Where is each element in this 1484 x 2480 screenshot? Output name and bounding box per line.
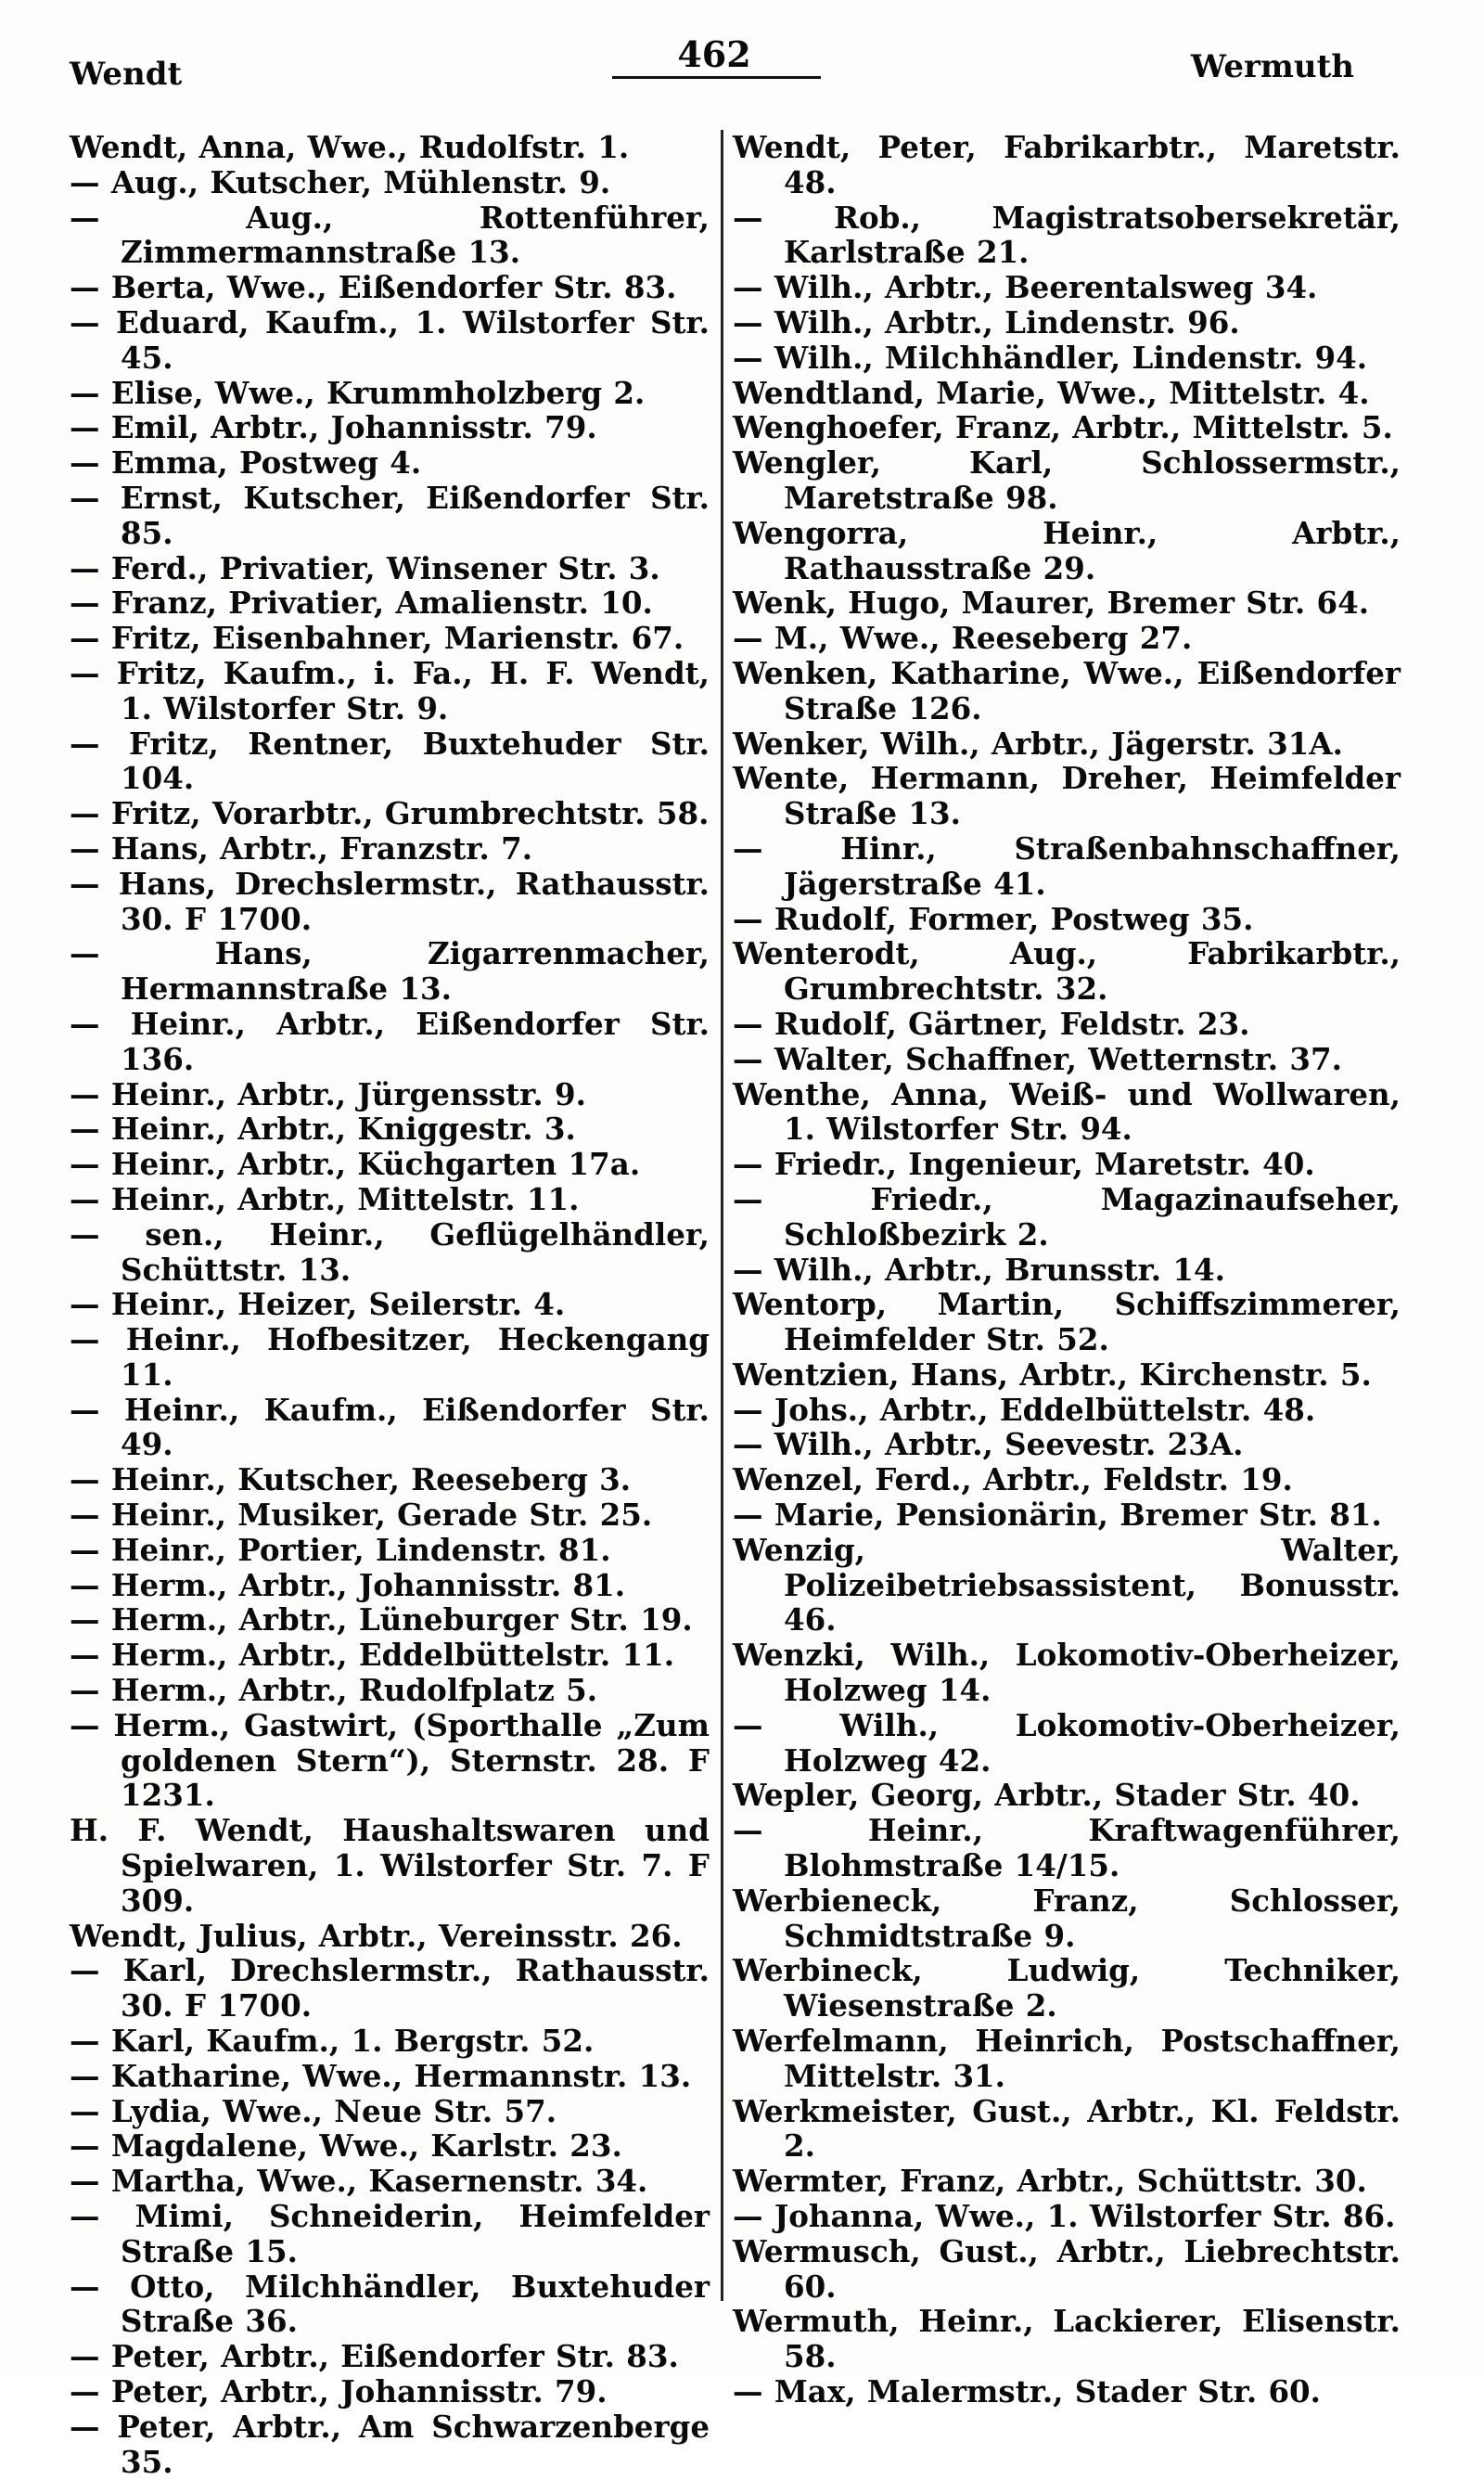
directory-entry: — Heinr., Musiker, Gerade Str. 25. (70, 1497, 653, 1534)
directory-entry: — Magdalene, Wwe., Karlstr. 23. (70, 2127, 622, 2165)
directory-entry: — Katharine, Wwe., Hermannstr. 13. (70, 2057, 692, 2094)
directory-entry: — Aug., Kutscher, Mühlenstr. 9. (70, 163, 611, 200)
column-divider (721, 130, 723, 2301)
directory-entry: Wepler, Georg, Arbtr., Stader Str. 40. (733, 1777, 1361, 1814)
directory-entry: Wente, Hermann, Dreher, Heimfelder Straße 13. (733, 760, 1401, 832)
directory-entry: Wenker, Wilh., Arbtr., Jägerstr. 31A. (733, 725, 1343, 762)
directory-entry: Werfelmann, Heinrich, Postschaffner, Mittelstr. 31. (733, 2023, 1401, 2094)
directory-entry: — Wilh., Arbtr., Brunsstr. 14. (733, 1251, 1225, 1288)
directory-entry: — Heinr., Arbtr., Küchgarten 17a. (70, 1146, 641, 1183)
directory-entry: — Fritz, Rentner, Buxtehuder Str. 104. (70, 725, 710, 797)
directory-entry: — Wilh., Milchhändler, Lindenstr. 94. (733, 339, 1368, 376)
directory-entry: — Rudolf, Former, Postweg 35. (733, 900, 1254, 937)
directory-entry: — Herm., Arbtr., Johannisstr. 81. (70, 1566, 626, 1603)
left-column (70, 129, 710, 2480)
directory-entry: Wentzien, Hans, Arbtr., Kirchenstr. 5. (733, 1356, 1372, 1393)
directory-entry: — Mimi, Schneiderin, Heimfelder Straße 15. (70, 2198, 710, 2269)
directory-entry: Wenthe, Anna, Weiß- und Wollwaren, 1. Wilstorfer Str. 94. (733, 1075, 1401, 1148)
directory-entry: — Hans, Zigarrenmacher, Hermannstraße 13. (70, 935, 710, 1008)
directory-entry: — Rob., Magistratsobersekretär, Karlstraße 21. (733, 199, 1401, 271)
directory-entry: — Friedr., Ingenieur, Maretstr. 40. (733, 1146, 1315, 1183)
directory-entry: Wenk, Hugo, Maurer, Bremer Str. 64. (733, 585, 1370, 622)
directory-entry: — Wilh., Arbtr., Beerentalsweg 34. (733, 269, 1318, 306)
directory-entry: — Heinr., Kraftwagenführer, Blohmstraße 14/15. (733, 1812, 1401, 1884)
directory-entry: — Elise, Wwe., Krummholzberg 2. (70, 374, 646, 411)
directory-entry: — Johanna, Wwe., 1. Wilstorfer Str. 86. (733, 2198, 1396, 2235)
directory-entry: — Peter, Arbtr., Am Schwarzenberge 35. (70, 2408, 710, 2480)
directory-entry: — Fritz, Kaufm., i. Fa., H. F. Wendt, 1. Wilstorfer Str. 9. (70, 654, 710, 726)
directory-entry: — Aug., Rottenführer, Zimmermannstraße 13. (70, 199, 710, 271)
directory-entry: — sen., Heinr., Geflügelhändler, Schüttstr. 13. (70, 1215, 710, 1288)
directory-entry: — Heinr., Arbtr., Mittelstr. 11. (70, 1180, 580, 1217)
directory-entry: — Wilh., Lokomotiv-Oberheizer, Holzweg 42. (733, 1706, 1401, 1779)
directory-entry: Wendt, Peter, Fabrikarbtr., Maretstr. 48. (733, 129, 1401, 200)
directory-entry: — Heinr., Arbtr., Jürgensstr. 9. (70, 1075, 586, 1112)
directory-entry: — Heinr., Arbtr., Eißendorfer Str. 136. (70, 1005, 710, 1077)
directory-entry: — Max, Malermstr., Stader Str. 60. (733, 2373, 1321, 2409)
directory-entry: Wentorp, Martin, Schiffszimmerer, Heimfelder Str. 52. (733, 1286, 1401, 1358)
directory-entry: Wenzki, Wilh., Lokomotiv-Oberheizer, Holzweg 14. (733, 1637, 1401, 1709)
directory-entry: — Wilh., Arbtr., Lindenstr. 96. (733, 303, 1240, 341)
directory-entry: Wenzel, Ferd., Arbtr., Feldstr. 19. (733, 1461, 1293, 1498)
directory-entry: — Peter, Arbtr., Johannisstr. 79. (70, 2373, 608, 2409)
directory-entry: — Otto, Milchhändler, Buxtehuder Straße 36. (70, 2268, 710, 2340)
directory-entry: — Karl, Kaufm., 1. Bergstr. 52. (70, 2023, 595, 2060)
directory-entry: — Herm., Arbtr., Rudolfplatz 5. (70, 1672, 598, 1709)
directory-entry: — Heinr., Portier, Lindenstr. 81. (70, 1531, 611, 1568)
right-column (733, 129, 1401, 2409)
directory-entry: — Rudolf, Gärtner, Feldstr. 23. (733, 1005, 1250, 1042)
directory-entry: — Wilh., Arbtr., Seevestr. 23A. (733, 1426, 1244, 1463)
directory-entry: — Emma, Postweg 4. (70, 444, 422, 482)
directory-entry: Werkmeister, Gust., Arbtr., Kl. Feldstr. 2. (733, 2092, 1401, 2165)
directory-entry: — Karl, Drechslermstr., Rathausstr. 30. F 1700. (70, 1952, 710, 2024)
directory-entry: — Heinr., Arbtr., Kniggestr. 3. (70, 1111, 576, 1148)
directory-entry: — Heinr., Kaufm., Eißendorfer Str. 49. (70, 1391, 710, 1463)
directory-entry: — M., Wwe., Reeseberg 27. (733, 620, 1193, 657)
directory-entry: — Hans, Arbtr., Franzstr. 7. (70, 829, 533, 867)
directory-entry: Wenghoefer, Franz, Arbtr., Mittelstr. 5. (733, 409, 1393, 446)
header-left-keyword: Wendt (70, 56, 183, 93)
directory-entry: — Fritz, Eisenbahner, Marienstr. 67. (70, 620, 684, 657)
directory-entry: — Friedr., Magazinaufseher, Schloßbezirk 2. (733, 1180, 1401, 1253)
directory-entry: Werbineck, Ludwig, Techniker, Wiesenstraße 2. (733, 1952, 1401, 2024)
directory-entry: — Herm., Arbtr., Lüneburger Str. 19. (70, 1601, 693, 1638)
directory-entry: — Walter, Schaffner, Wetternstr. 37. (733, 1040, 1342, 1077)
directory-entry: — Heinr., Kutscher, Reeseberg 3. (70, 1461, 632, 1498)
directory-entry: — Eduard, Kaufm., 1. Wilstorfer Str. 45. (70, 303, 710, 376)
header-rule (612, 76, 821, 79)
directory-entry: Wenterodt, Aug., Fabrikarbtr., Grumbrechtstr. 32. (733, 935, 1401, 1008)
directory-entry: Wengorra, Heinr., Arbtr., Rathausstraße 29. (733, 514, 1401, 586)
page-number: 462 (677, 33, 751, 75)
directory-entry: Wendtland, Marie, Wwe., Mittelstr. 4. (733, 374, 1370, 411)
directory-entry: — Heinr., Hofbesitzer, Heckengang 11. (70, 1321, 710, 1393)
directory-entry: — Franz, Privatier, Amalienstr. 10. (70, 585, 653, 622)
directory-entry: — Heinr., Heizer, Seilerstr. 4. (70, 1286, 566, 1323)
directory-entry: — Fritz, Vorarbtr., Grumbrechtstr. 58. (70, 795, 710, 832)
directory-entry: Wendt, Julius, Arbtr., Vereinsstr. 26. (70, 1917, 683, 1954)
directory-entry: Wenken, Katharine, Wwe., Eißendorfer Straße 126. (733, 654, 1401, 726)
directory-entry: — Lydia, Wwe., Neue Str. 57. (70, 2092, 557, 2129)
directory-entry: — Berta, Wwe., Eißendorfer Str. 83. (70, 269, 677, 306)
directory-entry: Wermusch, Gust., Arbtr., Liebrechtstr. 60. (733, 2232, 1401, 2305)
directory-entry: Wermuth, Heinr., Lackierer, Elisenstr. 58. (733, 2303, 1401, 2375)
directory-entry: H. F. Wendt, Haushaltswaren und Spielwaren, 1. Wilstorfer Str. 7. F 309. (70, 1812, 710, 1919)
directory-entry: — Ferd., Privatier, Winsener Str. 3. (70, 549, 660, 586)
directory-entry: — Marie, Pensionärin, Bremer Str. 81. (733, 1497, 1382, 1534)
directory-entry: Wendt, Anna, Wwe., Rudolfstr. 1. (70, 129, 630, 165)
directory-entry: — Herm., Arbtr., Eddelbüttelstr. 11. (70, 1637, 675, 1674)
page-header (0, 0, 1484, 121)
directory-entry: — Herm., Gastwirt, (Sporthalle „Zum goldenen Stern“), Sternstr. 28. F 1231. (70, 1706, 710, 1814)
directory-entry: Wengler, Karl, Schlossermstr., Maretstraße 98. (733, 444, 1401, 516)
header-right-keyword: Wermuth (1190, 48, 1354, 85)
directory-entry: — Martha, Wwe., Kasernenstr. 34. (70, 2163, 648, 2200)
directory-entry: Werbieneck, Franz, Schlosser, Schmidtstraße 9. (733, 1882, 1401, 1954)
directory-entry: — Peter, Arbtr., Eißendorfer Str. 83. (70, 2338, 679, 2375)
directory-entry: — Johs., Arbtr., Eddelbüttelstr. 48. (733, 1391, 1316, 1428)
directory-entry: — Hans, Drechslermstr., Rathausstr. 30. F 1700. (70, 865, 710, 937)
directory-entry: Wenzig, Walter, Polizeibetriebsassistent, Bonusstr. 46. (733, 1531, 1401, 1638)
directory-entry: — Ernst, Kutscher, Eißendorfer Str. 85. (70, 479, 710, 551)
directory-entry: Wermter, Franz, Arbtr., Schüttstr. 30. (733, 2163, 1367, 2200)
directory-entry: — Emil, Arbtr., Johannisstr. 79. (70, 409, 597, 446)
directory-entry: — Hinr., Straßenbahnschaffner, Jägerstraße 41. (733, 829, 1401, 902)
